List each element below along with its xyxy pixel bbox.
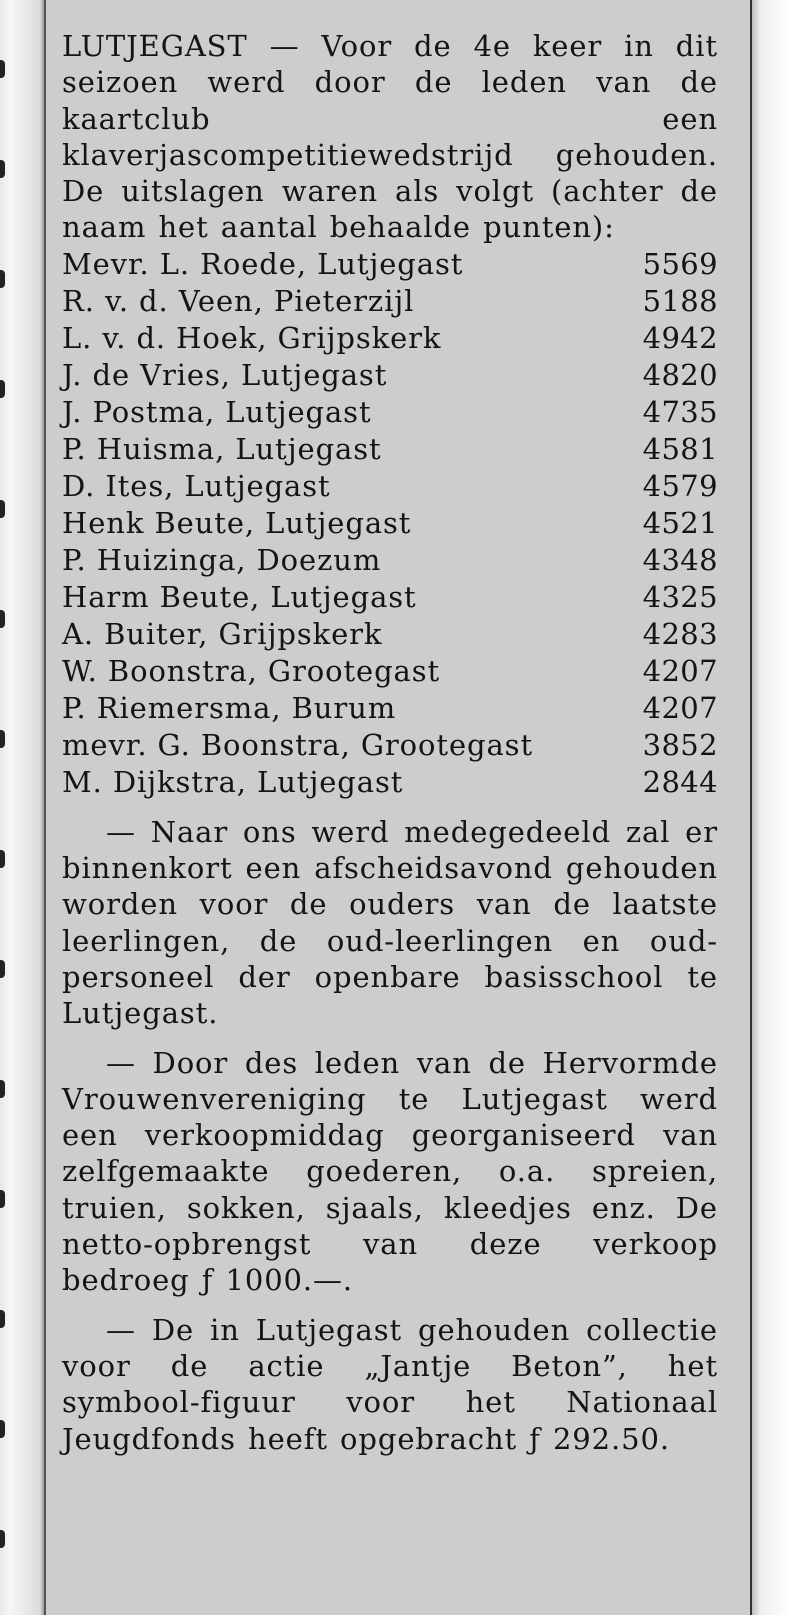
result-points: 4579: [642, 468, 718, 503]
binding-mark: [0, 960, 5, 978]
result-points: 4581: [642, 431, 718, 466]
binding-mark: [0, 850, 5, 868]
binding-mark: [0, 610, 5, 628]
binding-mark: [0, 380, 5, 398]
result-points: 4521: [642, 505, 718, 540]
result-name: Henk Beute, Lutjegast: [62, 505, 412, 540]
result-row: [62, 579, 718, 616]
results-list: [62, 246, 718, 801]
result-name: P. Huizinga, Doezum: [62, 542, 382, 577]
result-row: [62, 727, 718, 764]
result-name: J. de Vries, Lutjegast: [62, 357, 388, 392]
binding-mark: [0, 1190, 5, 1208]
binding-mark: [0, 1310, 5, 1328]
result-name: D. Ites, Lutjegast: [62, 468, 331, 503]
result-points: 5569: [642, 246, 718, 281]
article-paragraph: — Door des leden van de Hervormde Vrouwenvereniging te Lutjegast werd een verkoopmiddag georganiseerd van zelfgemaakte goederen, o.a. spreien, truien, sokken, sjaals, kleedjes enz. De netto-opbrengst van deze verkoop bedroeg ƒ 1000.—.: [62, 1045, 718, 1298]
binding-mark: [0, 1530, 5, 1548]
result-name: P. Huisma, Lutjegast: [62, 431, 382, 466]
result-name: J. Postma, Lutjegast: [62, 394, 372, 429]
paragraph-gap: [62, 1299, 718, 1312]
binding-mark: [0, 500, 5, 518]
result-points: 5188: [642, 283, 718, 318]
article-body: [62, 28, 718, 1457]
paragraph-gap: [62, 801, 718, 814]
binding-mark: [0, 1420, 5, 1438]
result-row: [62, 653, 718, 690]
result-row: [62, 394, 718, 431]
right-page-edge: [752, 0, 791, 1615]
binding-mark: [0, 1080, 5, 1098]
result-row: [62, 246, 718, 283]
article-intro: LUTJEGAST — Voor de 4e keer in dit seizoen werd door de leden van de kaartclub een klaverjascompetitiewedstrijd gehouden. De uitslagen waren als volgt (achter de naam het aantal behaalde punten):: [62, 29, 718, 245]
result-row: [62, 357, 718, 394]
result-row: [62, 283, 718, 320]
result-name: R. v. d. Veen, Pieterzijl: [62, 283, 415, 318]
result-name: P. Riemersma, Burum: [62, 690, 397, 725]
result-points: 4735: [642, 394, 718, 429]
result-points: 4820: [642, 357, 718, 392]
result-points: 2844: [642, 764, 718, 799]
result-row: [62, 505, 718, 542]
result-name: W. Boonstra, Grootegast: [62, 653, 441, 688]
binding-mark: [0, 60, 5, 78]
result-row: [62, 616, 718, 653]
result-points: 4207: [642, 653, 718, 688]
article-paragraph: — De in Lutjegast gehouden collectie voor de actie „Jantje Beton”, het symbool-figuur voor het Nationaal Jeugdfonds heeft opgebracht ƒ 292.50.: [62, 1312, 718, 1456]
result-name: A. Buiter, Grijpskerk: [62, 616, 383, 651]
result-row: [62, 542, 718, 579]
result-points: 4207: [642, 690, 718, 725]
result-row: [62, 468, 718, 505]
result-points: 4283: [642, 616, 718, 651]
result-name: M. Dijkstra, Lutjegast: [62, 764, 404, 799]
result-row: [62, 320, 718, 357]
binding-mark: [0, 730, 5, 748]
binding-mark: [0, 270, 5, 288]
result-name: L. v. d. Hoek, Grijpskerk: [62, 320, 442, 355]
result-points: 4942: [642, 320, 718, 355]
result-row: [62, 690, 718, 727]
result-points: 4325: [642, 579, 718, 614]
result-points: 3852: [642, 727, 718, 762]
result-row: [62, 431, 718, 468]
result-row: [62, 764, 718, 801]
result-name: Mevr. L. Roede, Lutjegast: [62, 246, 464, 281]
left-binding-edge: [0, 0, 44, 1615]
result-points: 4348: [642, 542, 718, 577]
result-name: Harm Beute, Lutjegast: [62, 579, 417, 614]
result-name: mevr. G. Boonstra, Grootegast: [62, 727, 534, 762]
binding-mark: [0, 160, 5, 178]
paragraph-gap: [62, 1032, 718, 1045]
article-paragraph: — Naar ons werd medegedeeld zal er binnenkort een afscheidsavond gehouden worden voor de ouders van de laatste leerlingen, de oud-leerlingen en oud-personeel der openbare basisschool te Lutjegast.: [62, 814, 718, 1031]
